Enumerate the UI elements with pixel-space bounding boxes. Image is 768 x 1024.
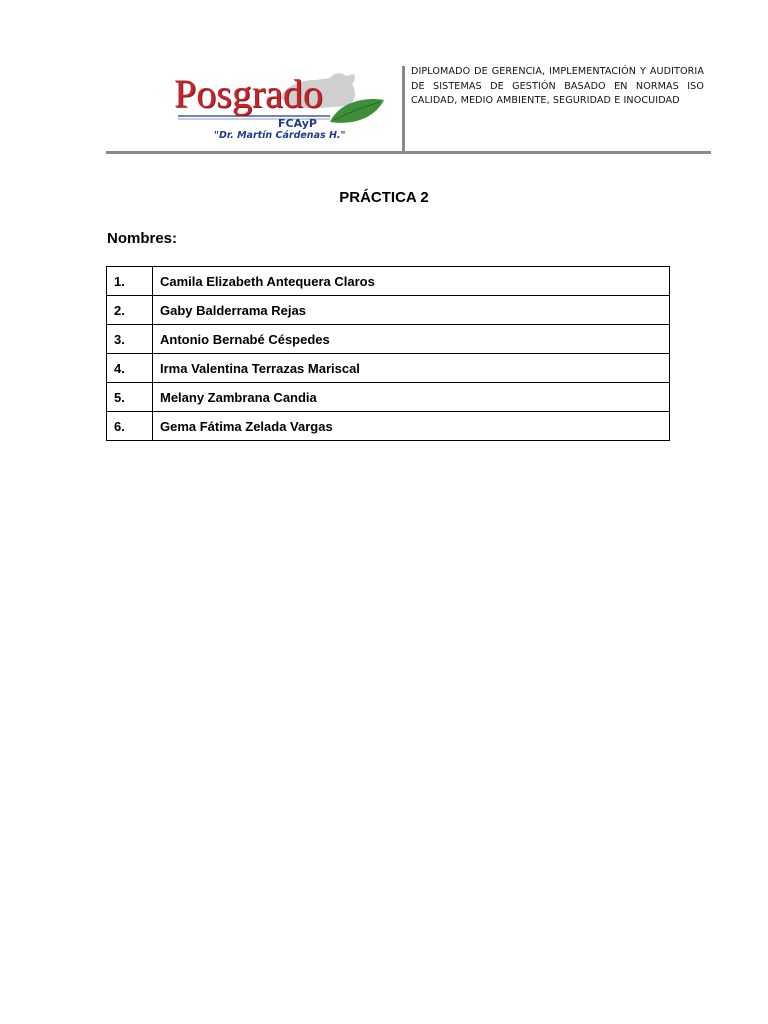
posgrado-logo <box>170 68 395 148</box>
row-name: Antonio Bernabé Céspedes <box>153 325 670 354</box>
program-title: DIPLOMADO DE GERENCIA, IMPLEMENTACIÓN Y AUDITORIA DE SISTEMAS DE GESTIÓN BASADO EN NORMAS ISO CALIDAD, MEDIO AMBIENTE, SEGURIDAD E INOCUIDAD <box>411 66 704 107</box>
names-label: Nombres: <box>107 230 178 247</box>
names-table <box>106 266 670 441</box>
row-name: Gema Fátima Zelada Vargas <box>153 412 670 441</box>
row-number: 2. <box>107 296 153 325</box>
header-divider <box>402 66 405 152</box>
table-row <box>107 267 670 296</box>
table-row <box>107 325 670 354</box>
row-name: Melany Zambrana Candia <box>153 383 670 412</box>
row-number: 6. <box>107 412 153 441</box>
logo-tagline: "Dr. Martín Cárdenas H." <box>214 130 346 141</box>
logo-faculty: FCAyP <box>278 117 317 130</box>
row-number: 3. <box>107 325 153 354</box>
row-number: 5. <box>107 383 153 412</box>
header-rule <box>106 151 711 154</box>
table-row <box>107 354 670 383</box>
row-name: Irma Valentina Terrazas Mariscal <box>153 354 670 383</box>
table-row <box>107 296 670 325</box>
row-name: Gaby Balderrama Rejas <box>153 296 670 325</box>
logo-wordmark: Posgrado <box>174 71 323 116</box>
row-number: 1. <box>107 267 153 296</box>
row-number: 4. <box>107 354 153 383</box>
row-name: Camila Elizabeth Antequera Claros <box>153 267 670 296</box>
table-row <box>107 383 670 412</box>
page-title: PRÁCTICA 2 <box>339 189 429 206</box>
table-row <box>107 412 670 441</box>
